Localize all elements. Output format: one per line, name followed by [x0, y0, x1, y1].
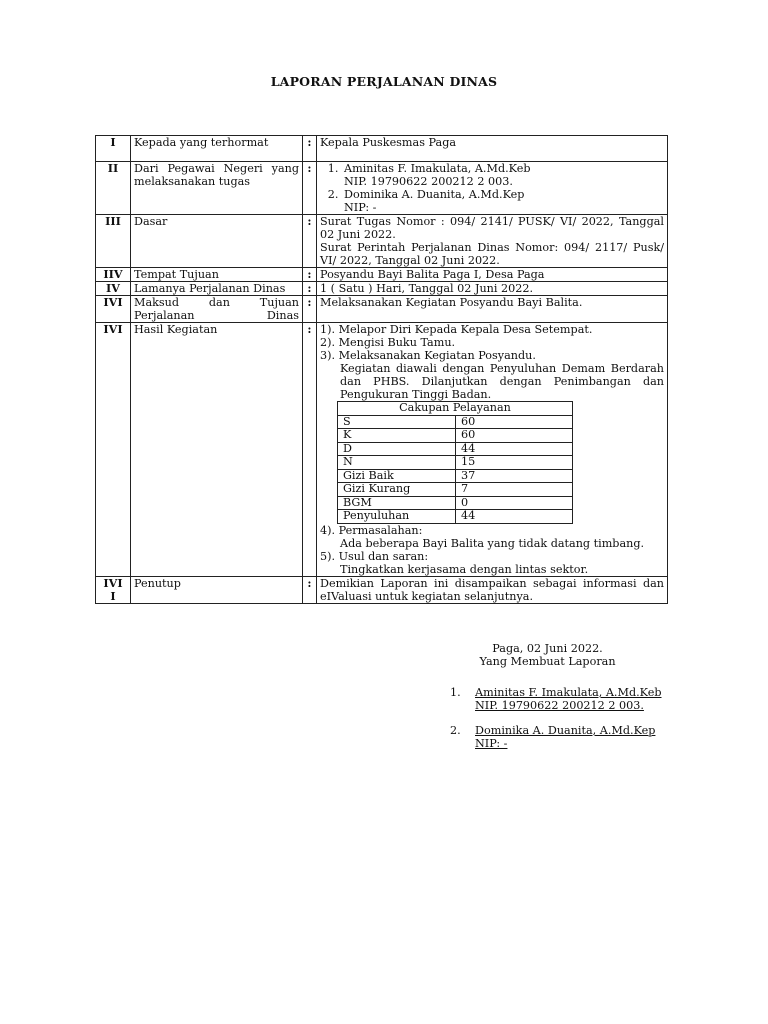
coverage-header: Cakupan Pelayanan	[338, 402, 573, 416]
coverage-value: 7	[456, 483, 573, 497]
row-value: Kepala Puskesmas Paga	[317, 136, 668, 162]
result-text: Tingkatkan kerjasama dengan lintas sektor.	[340, 562, 589, 576]
row-colon: :	[303, 162, 317, 215]
row-value	[317, 162, 668, 215]
maker-label: Yang Membuat Laporan	[479, 655, 616, 668]
coverage-value: 44	[456, 442, 573, 456]
officer-name: 1. Aminitas F. Imakulata, A.Md.Keb	[344, 162, 531, 175]
signer-number: 2.	[450, 724, 461, 737]
basis-line: Surat Tugas Nomor : 094/ 2141/ PUSK/ VI/ 2022, Tanggal 02 Juni 2022.	[320, 215, 664, 241]
result-text: Ada beberapa Bayi Balita yang tidak datang timbang.	[340, 536, 645, 550]
row-value: Demikian Laporan ini disampaikan sebagai informasi dan eIValuasi untuk kegiatan selanjutnya.	[317, 576, 668, 603]
row-label: Kepada yang terhormat	[131, 136, 303, 162]
signer-nip: NIP: -	[475, 737, 508, 750]
signer-nip: NIP. 19790622 200212 2 003.	[475, 699, 644, 712]
table-row	[338, 415, 573, 429]
row-value	[317, 215, 668, 268]
coverage-label: K	[338, 429, 456, 443]
coverage-label: N	[338, 456, 456, 470]
coverage-value: 44	[456, 510, 573, 524]
signer-name: Aminitas F. Imakulata, A.Md.Keb	[475, 686, 662, 699]
coverage-value: 15	[456, 456, 573, 470]
row-colon: :	[303, 136, 317, 162]
officer-nip: NIP: -	[344, 201, 377, 214]
row-label: Tempat Tujuan	[131, 268, 303, 282]
list-item	[342, 188, 664, 214]
officer-name: 2. Dominika A. Duanita, A.Md.Kep	[344, 188, 525, 201]
list-item	[342, 162, 664, 188]
coverage-value: 0	[456, 496, 573, 510]
row-value: Posyandu Bayi Balita Paga I, Desa Paga	[317, 268, 668, 282]
signer-name: Dominika A. Duanita, A.Md.Kep	[475, 724, 656, 737]
row-colon: :	[303, 282, 317, 296]
table-row	[338, 456, 573, 470]
row-value: 1 ( Satu ) Hari, Tanggal 02 Juni 2022.	[317, 282, 668, 296]
coverage-label: Penyuluhan	[338, 510, 456, 524]
row-label: Lamanya Perjalanan Dinas	[131, 282, 303, 296]
result-point: 1). Melapor Diri Kepada Kepala Desa Setempat.	[320, 323, 593, 336]
table-row	[338, 442, 573, 456]
row-number: I	[96, 136, 131, 162]
row-colon: :	[303, 268, 317, 282]
coverage-value: 37	[456, 469, 573, 483]
table-row	[96, 296, 668, 323]
row-value: Melaksanakan Kegiatan Posyandu Bayi Balita.	[317, 296, 668, 323]
coverage-label: Gizi Kurang	[338, 483, 456, 497]
result-point: 4). Permasalahan:	[320, 523, 423, 537]
coverage-label: Gizi Baik	[338, 469, 456, 483]
report-table	[95, 135, 668, 604]
coverage-value: 60	[456, 429, 573, 443]
result-text: Kegiatan diawali dengan Penyuluhan Demam Berdarah dan PHBS. Dilanjutkan dengan Penimbangan dan Pengukuran Tinggi Badan.	[340, 362, 664, 401]
place-date: Paga, 02 Juni 2022.	[492, 642, 603, 655]
table-row	[338, 469, 573, 483]
table-row	[338, 496, 573, 510]
table-row	[96, 215, 668, 268]
basis-line: Surat Perintah Perjalanan Dinas Nomor: 094/ 2117/ Pusk/ VI/ 2022, Tanggal 02 Juni 2022.	[320, 241, 664, 267]
row-number: III	[96, 215, 131, 268]
coverage-label: D	[338, 442, 456, 456]
result-point: 3). Melaksanakan Kegiatan Posyandu.	[320, 349, 536, 362]
table-row	[96, 136, 668, 162]
table-row	[96, 323, 668, 577]
coverage-label: S	[338, 415, 456, 429]
officer-nip: NIP. 19790622 200212 2 003.	[344, 175, 513, 188]
coverage-label: BGM	[338, 496, 456, 510]
signer-entry	[450, 724, 680, 750]
coverage-header-row	[338, 402, 573, 416]
result-point: 5). Usul dan saran:	[320, 549, 429, 563]
table-row	[338, 483, 573, 497]
row-number: IVI	[96, 323, 131, 577]
row-value	[317, 323, 668, 577]
table-row	[96, 162, 668, 215]
result-point: 2). Mengisi Buku Tamu.	[320, 336, 456, 349]
row-number: IVI I	[96, 576, 131, 603]
row-label: Dasar	[131, 215, 303, 268]
table-row	[338, 429, 573, 443]
table-row	[96, 282, 668, 296]
row-number: IVI	[96, 296, 131, 323]
document-title: LAPORAN PERJALANAN DINAS	[270, 74, 498, 89]
table-row	[96, 576, 668, 603]
row-number: II	[96, 162, 131, 215]
row-number: IIV	[96, 268, 131, 282]
row-label: Dari Pegawai Negeri yang melaksanakan tugas	[131, 162, 303, 215]
row-label: Maksud dan Tujuan Perjalanan Dinas	[131, 296, 303, 323]
row-number: IV	[96, 282, 131, 296]
coverage-table	[337, 401, 573, 524]
signature-block	[450, 642, 680, 750]
row-colon: :	[303, 323, 317, 577]
row-label: Penutup	[131, 576, 303, 603]
officer-list	[320, 162, 664, 214]
signer-number: 1.	[450, 686, 461, 699]
row-label: Hasil Kegiatan	[131, 323, 303, 577]
table-row	[338, 510, 573, 524]
row-colon: :	[303, 576, 317, 603]
table-row	[96, 268, 668, 282]
signer-entry	[450, 686, 680, 712]
row-colon: :	[303, 296, 317, 323]
coverage-value: 60	[456, 415, 573, 429]
row-colon: :	[303, 215, 317, 268]
